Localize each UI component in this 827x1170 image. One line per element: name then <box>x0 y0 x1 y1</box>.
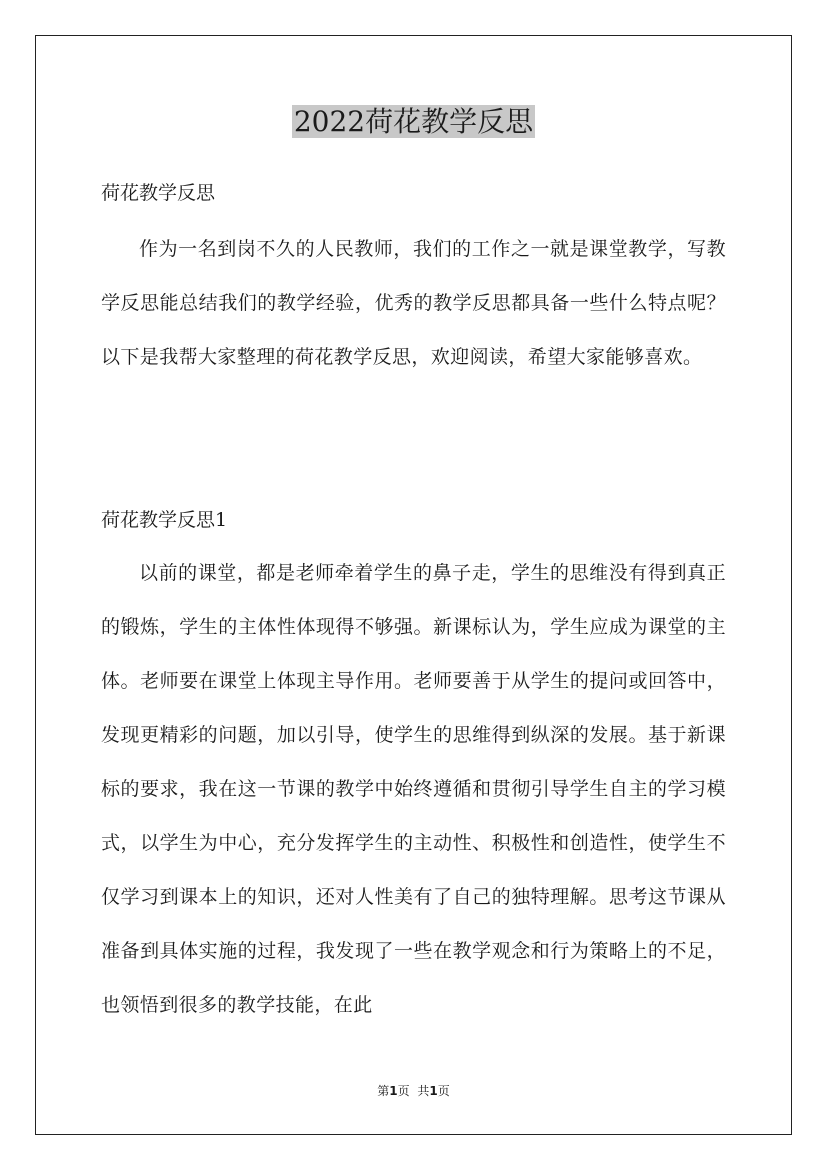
document-title <box>0 100 827 144</box>
footer-page-prefix: 第 <box>377 1084 390 1098</box>
footer-page-number: 1 <box>389 1084 398 1098</box>
page-footer <box>0 1082 827 1100</box>
footer-total-prefix: 共 <box>417 1084 430 1098</box>
paragraph-intro: 作为一名到岗不久的人民教师，我们的工作之一就是课堂教学，写教学反思能总结我们的教学经验，优秀的教学反思都具备一些什么特点呢？以下是我帮大家整理的荷花教学反思，欢迎阅读，希望大家能够喜欢。 <box>101 238 726 368</box>
paragraph-1: 以前的课堂，都是老师牵着学生的鼻子走，学生的思维没有得到真正的锻炼，学生的主体性体现得不够强。新课标认为，学生应成为课堂的主体。老师要在课堂上体现主导作用。老师要善于从学生的提问或回答中，发现更精彩的问题，加以引导，使学生的思维得到纵深的发展。基于新课标的要求，我在这一节课的教学中始终遵循和贯彻引导学生自主的学习模式，以学生为中心，充分发挥学生的主动性、积极性和创造性，使学生不仅学习到课本上的知识，还对人性美有了自己的独特理解。思考这节课从准备到具体实施的过程，我发现了一些在教学观念和行为策略上的不足，也领悟到很多的教学技能，在此 <box>101 562 726 1016</box>
section-heading-1: 荷花教学反思1 <box>101 509 228 531</box>
document-title-text: 2022荷花教学反思 <box>293 105 534 138</box>
footer-page-suffix: 页 <box>397 1084 410 1098</box>
footer-total-pages: 1 <box>429 1084 438 1098</box>
section-heading-intro: 荷花教学反思 <box>101 182 216 204</box>
footer-total-suffix: 页 <box>437 1084 450 1098</box>
